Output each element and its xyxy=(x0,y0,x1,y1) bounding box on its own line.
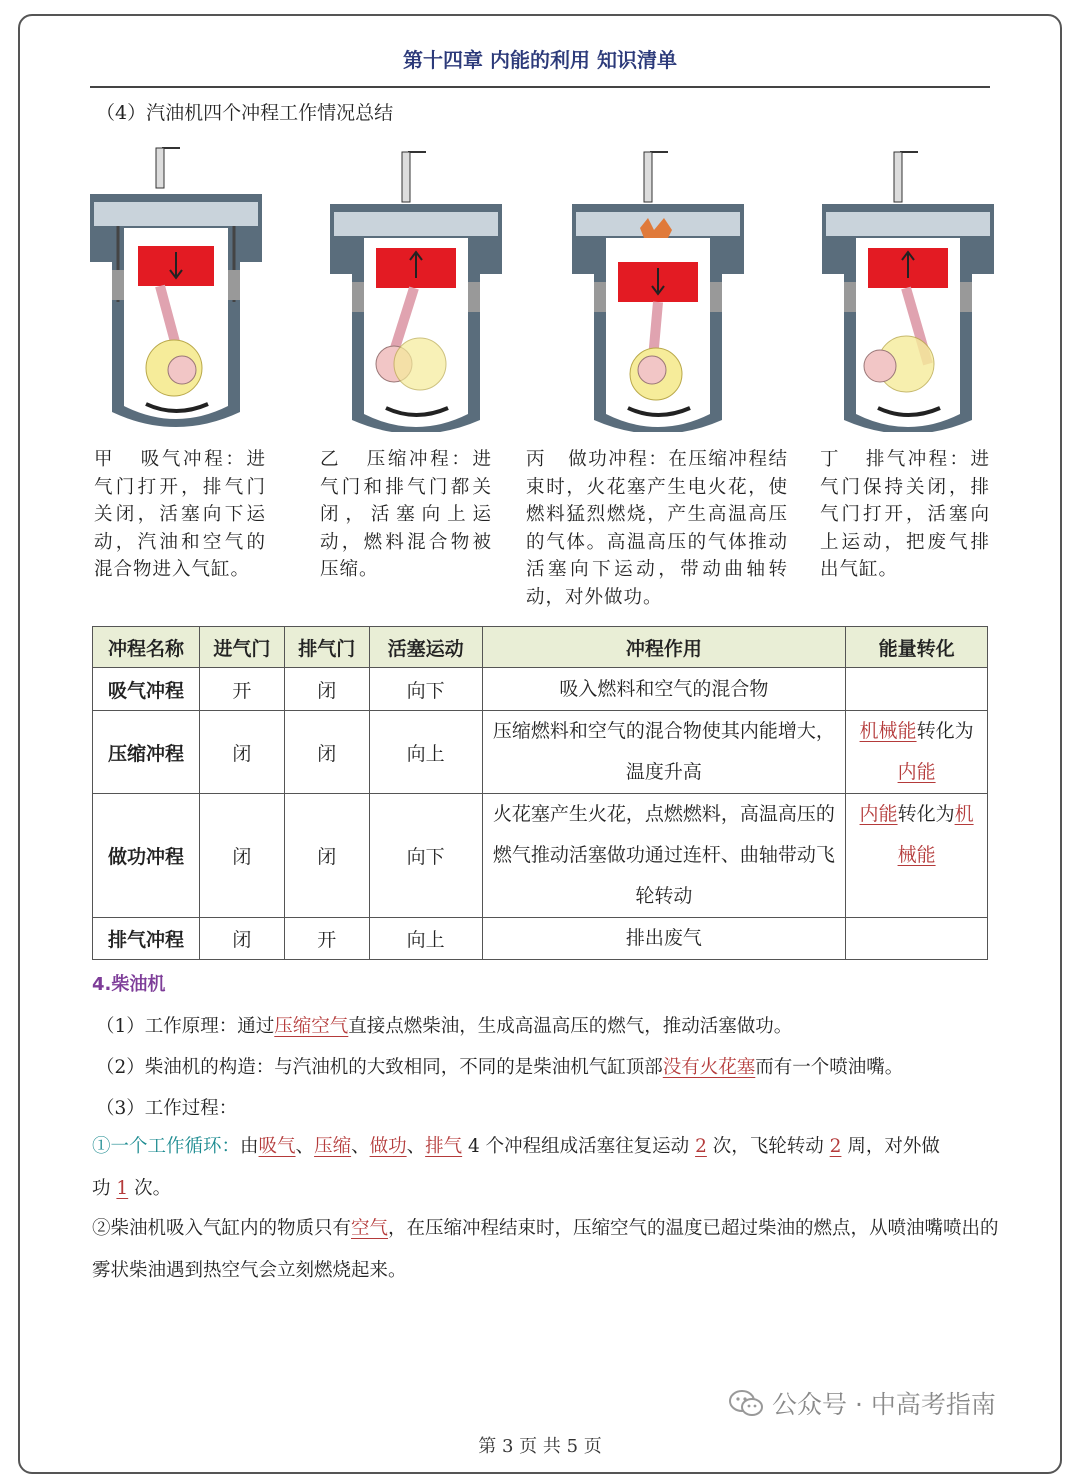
diesel-principle xyxy=(96,1012,792,1038)
paragraph-text: ②柴油机吸入气缸内的物质只有 xyxy=(92,1218,352,1239)
engine-figure xyxy=(572,152,744,432)
stroke-role: 火花塞产生火花，点燃燃料，高温高压的燃气推动活塞做功通过连杆、曲轴带动飞轮转动 xyxy=(482,794,846,918)
answer-blank: 1 xyxy=(116,1178,129,1199)
wechat-watermark xyxy=(728,1385,996,1421)
stroke-desc-label: 丙 xyxy=(526,449,547,470)
exhaust-valve: 开 xyxy=(284,918,369,960)
diesel-ignition-note xyxy=(92,1208,1002,1292)
watermark-text: 公众号 · 中高考指南 xyxy=(772,1390,996,1419)
cycle-lead: ①一个工作循环： xyxy=(92,1136,241,1157)
answer-blank: 做功 xyxy=(369,1136,407,1157)
stroke-desc-power xyxy=(526,446,788,611)
table-row xyxy=(93,794,988,918)
diesel-work-cycle xyxy=(92,1126,1002,1210)
page-header-title: 第十四章 内能的利用 知识清单 xyxy=(403,48,677,72)
diesel-structure xyxy=(96,1053,903,1079)
intake-valve: 开 xyxy=(199,668,284,711)
paragraph-text: 次，飞轮转动 xyxy=(712,1136,824,1157)
stroke-desc-label: 乙 xyxy=(320,449,342,470)
paragraph-text: 由 xyxy=(240,1136,259,1157)
engine-diagram-power xyxy=(572,142,744,432)
stroke-desc-exhaust xyxy=(820,446,990,584)
piston-motion: 向下 xyxy=(369,794,482,918)
table-header-cell: 能量转化 xyxy=(846,627,988,668)
header-rule xyxy=(90,86,990,88)
energy-blank: 内能 xyxy=(897,761,936,783)
answer-blank: 2 xyxy=(695,1136,707,1157)
stroke-name: 排气冲程 xyxy=(93,918,200,960)
separator: 、 xyxy=(351,1136,370,1157)
engine-figure xyxy=(822,152,994,432)
paragraph-text: 而有一个喷油嘴。 xyxy=(755,1057,904,1078)
answer-blank: 空气 xyxy=(351,1218,389,1239)
intake-valve: 闭 xyxy=(199,711,284,794)
stroke-desc-text: 排气冲程：进气门保持关闭，排气门打开，活塞向上运动，把废气排出气缸。 xyxy=(820,449,990,580)
table-header-cell: 活塞运动 xyxy=(369,627,482,668)
section-title: （4）汽油机四个冲程工作情况总结 xyxy=(96,102,394,124)
piston-motion: 向上 xyxy=(369,711,482,794)
page-number: 第 3 页 共 5 页 xyxy=(478,1436,602,1457)
engine-diagram-compression xyxy=(330,142,502,432)
exhaust-valve: 闭 xyxy=(284,668,369,711)
table-row xyxy=(93,711,988,794)
paragraph-text: （2）柴油机的构造：与汽油机的大致相同，不同的是柴油机气缸顶部 xyxy=(96,1057,663,1078)
paragraph-text: 直接点燃柴油，生成高温高压的燃气，推动活塞做功。 xyxy=(348,1016,793,1037)
stroke-name: 做功冲程 xyxy=(93,794,200,918)
answer-blank: 压缩 xyxy=(314,1136,352,1157)
energy-blank: 机械能 xyxy=(859,720,917,742)
intake-valve: 闭 xyxy=(199,794,284,918)
engine-figure xyxy=(90,148,262,427)
answer-blank: 2 xyxy=(829,1136,842,1157)
exhaust-valve: 闭 xyxy=(284,711,369,794)
engine-figure xyxy=(330,152,502,432)
table-header-cell: 排气门 xyxy=(284,627,369,668)
stroke-desc-intake xyxy=(94,446,266,584)
piston-motion: 向下 xyxy=(369,668,482,711)
stroke-desc-compression xyxy=(320,446,492,584)
stroke-role: 压缩燃料和空气的混合物使其内能增大，温度升高 xyxy=(482,711,846,794)
energy-conversion xyxy=(846,711,988,794)
paragraph-text: 4 个冲程组成活塞往复运动 xyxy=(468,1136,690,1157)
stroke-summary-table xyxy=(92,626,988,960)
answer-blank: 压缩空气 xyxy=(274,1016,349,1037)
table-row xyxy=(93,668,988,711)
answer-blank: 排气 xyxy=(425,1136,463,1157)
table-row xyxy=(93,918,988,960)
exhaust-valve: 闭 xyxy=(284,794,369,918)
piston-motion: 向上 xyxy=(369,918,482,960)
table-header-cell: 进气门 xyxy=(199,627,284,668)
answer-blank: 吸气 xyxy=(258,1136,296,1157)
separator: 、 xyxy=(406,1136,426,1157)
stroke-desc-text: 做功冲程：在压缩冲程结束时，火花塞产生电火花，使燃料猛烈燃烧，产生高温高压的气体。高温高压的气体推动活塞向下运动，带动曲轴转动，对外做功。 xyxy=(526,449,788,608)
diesel-process-heading: （3）工作过程： xyxy=(96,1098,238,1119)
energy-conversion xyxy=(846,918,988,960)
wechat-icon xyxy=(728,1388,764,1418)
paragraph-text: （1）工作原理：通过 xyxy=(96,1016,275,1037)
stroke-name: 压缩冲程 xyxy=(93,711,200,794)
engine-diagram-intake xyxy=(90,142,262,432)
table-header-row xyxy=(93,627,988,668)
paragraph-text: ，在压缩冲程结束时，压缩空气的温度已超过柴油的燃点，从喷油嘴喷出的雾状柴油遇到热空气会立刻燃烧起来。 xyxy=(92,1218,999,1281)
table-header-cell: 冲程作用 xyxy=(482,627,846,668)
stroke-role: 吸入燃料和空气的混合物 xyxy=(482,668,846,711)
answer-blank: 没有火花塞 xyxy=(662,1057,756,1078)
energy-text: 转化为 xyxy=(916,720,974,742)
energy-conversion xyxy=(846,794,988,918)
energy-text: 转化为 xyxy=(897,803,955,825)
table-header-cell: 冲程名称 xyxy=(93,627,200,668)
paragraph-text: 次。 xyxy=(134,1178,172,1199)
stroke-desc-text: 压缩冲程：进气门和排气门都关闭，活塞向上运动，燃料混合物被压缩。 xyxy=(320,449,492,580)
paragraph-text: 周，对外做功 xyxy=(92,1136,940,1199)
engine-diagram-exhaust xyxy=(822,142,994,432)
stroke-desc-label: 甲 xyxy=(94,449,116,470)
diesel-section-title: 4.柴油机 xyxy=(92,974,166,995)
separator: 、 xyxy=(295,1136,315,1157)
stroke-name: 吸气冲程 xyxy=(93,668,200,711)
stroke-desc-label: 丁 xyxy=(820,449,841,470)
stroke-desc-text: 吸气冲程：进气门打开，排气门关闭，活塞向下运动，汽油和空气的混合物进入气缸。 xyxy=(94,449,266,580)
energy-blank: 内能 xyxy=(859,803,898,825)
energy-blank: 机械能 xyxy=(897,803,974,866)
intake-valve: 闭 xyxy=(199,918,284,960)
stroke-role: 排出废气 xyxy=(482,918,846,960)
energy-conversion xyxy=(846,668,988,711)
